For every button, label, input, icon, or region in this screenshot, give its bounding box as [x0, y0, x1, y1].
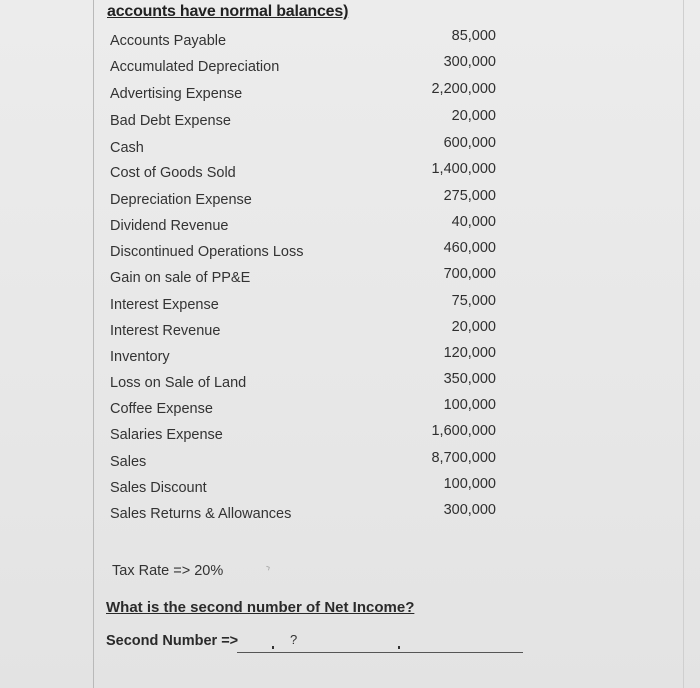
- question-text: What is the second number of Net Income?: [106, 599, 415, 616]
- tax-rate-text: Tax Rate => 20%: [112, 563, 224, 579]
- account-row: [108, 81, 496, 106]
- account-row: [108, 54, 496, 79]
- cursor-mark-icon: ›: [263, 559, 273, 575]
- account-name: Cash: [110, 140, 144, 156]
- account-name: Depreciation Expense: [110, 192, 252, 208]
- account-amount: 275,000: [443, 188, 496, 204]
- account-amount: 85,000: [451, 28, 496, 44]
- answer-blank-line[interactable]: [237, 652, 523, 653]
- account-amount: 100,000: [443, 476, 496, 492]
- account-amount: 1,600,000: [431, 423, 496, 439]
- account-row: [108, 188, 496, 212]
- account-name: Sales Returns & Allowances: [110, 506, 292, 522]
- account-row: [108, 476, 496, 500]
- account-amount: 300,000: [443, 54, 496, 70]
- account-row: [108, 345, 496, 369]
- account-name: Sales Discount: [110, 480, 207, 496]
- account-amount: 350,000: [443, 371, 496, 387]
- account-row: [108, 108, 496, 133]
- account-amount: 460,000: [443, 240, 496, 256]
- section-header: accounts have normal balances): [107, 3, 349, 20]
- account-name: Cost of Goods Sold: [110, 165, 236, 181]
- account-name: Accounts Payable: [110, 33, 227, 49]
- account-row: [108, 161, 496, 185]
- account-row: [108, 502, 496, 526]
- account-row: [108, 319, 496, 343]
- blank-separator: [398, 646, 400, 649]
- account-name: Loss on Sale of Land: [110, 375, 247, 391]
- account-row: [108, 214, 496, 238]
- account-name: Dividend Revenue: [110, 218, 229, 234]
- answer-label: Second Number =>: [106, 633, 239, 649]
- account-amount: 8,700,000: [431, 450, 496, 466]
- answer-placeholder: ?: [290, 632, 298, 647]
- account-row: [108, 450, 496, 474]
- left-margin-line: [93, 0, 94, 688]
- account-name: Bad Debt Expense: [110, 113, 231, 129]
- account-name: Advertising Expense: [110, 86, 243, 102]
- right-margin-line: [683, 0, 684, 688]
- account-name: Discontinued Operations Loss: [110, 244, 304, 260]
- account-amount: 100,000: [443, 397, 496, 413]
- account-row: [108, 293, 496, 317]
- account-amount: 20,000: [451, 319, 496, 335]
- account-name: Salaries Expense: [110, 427, 223, 443]
- account-amount: 20,000: [451, 108, 496, 124]
- account-amount: 40,000: [451, 214, 496, 230]
- account-name: Inventory: [110, 349, 170, 365]
- blank-separator: [272, 646, 274, 649]
- account-row: [108, 28, 496, 53]
- account-amount: 2,200,000: [431, 81, 496, 97]
- account-row: [108, 266, 496, 290]
- account-name: Accumulated Depreciation: [110, 59, 280, 75]
- account-name: Coffee Expense: [110, 401, 213, 417]
- account-name: Interest Revenue: [110, 323, 221, 339]
- account-amount: 75,000: [451, 293, 496, 309]
- account-row: [108, 240, 496, 264]
- account-name: Interest Expense: [110, 297, 219, 313]
- account-amount: 600,000: [443, 135, 496, 151]
- account-name: Gain on sale of PP&E: [110, 270, 251, 286]
- account-row: [108, 135, 496, 160]
- account-row: [108, 423, 496, 447]
- account-amount: 1,400,000: [431, 161, 496, 177]
- account-row: [108, 371, 496, 395]
- account-row: [108, 397, 496, 421]
- account-amount: 120,000: [443, 345, 496, 361]
- account-amount: 300,000: [443, 502, 496, 518]
- account-name: Sales: [110, 454, 147, 470]
- account-amount: 700,000: [443, 266, 496, 282]
